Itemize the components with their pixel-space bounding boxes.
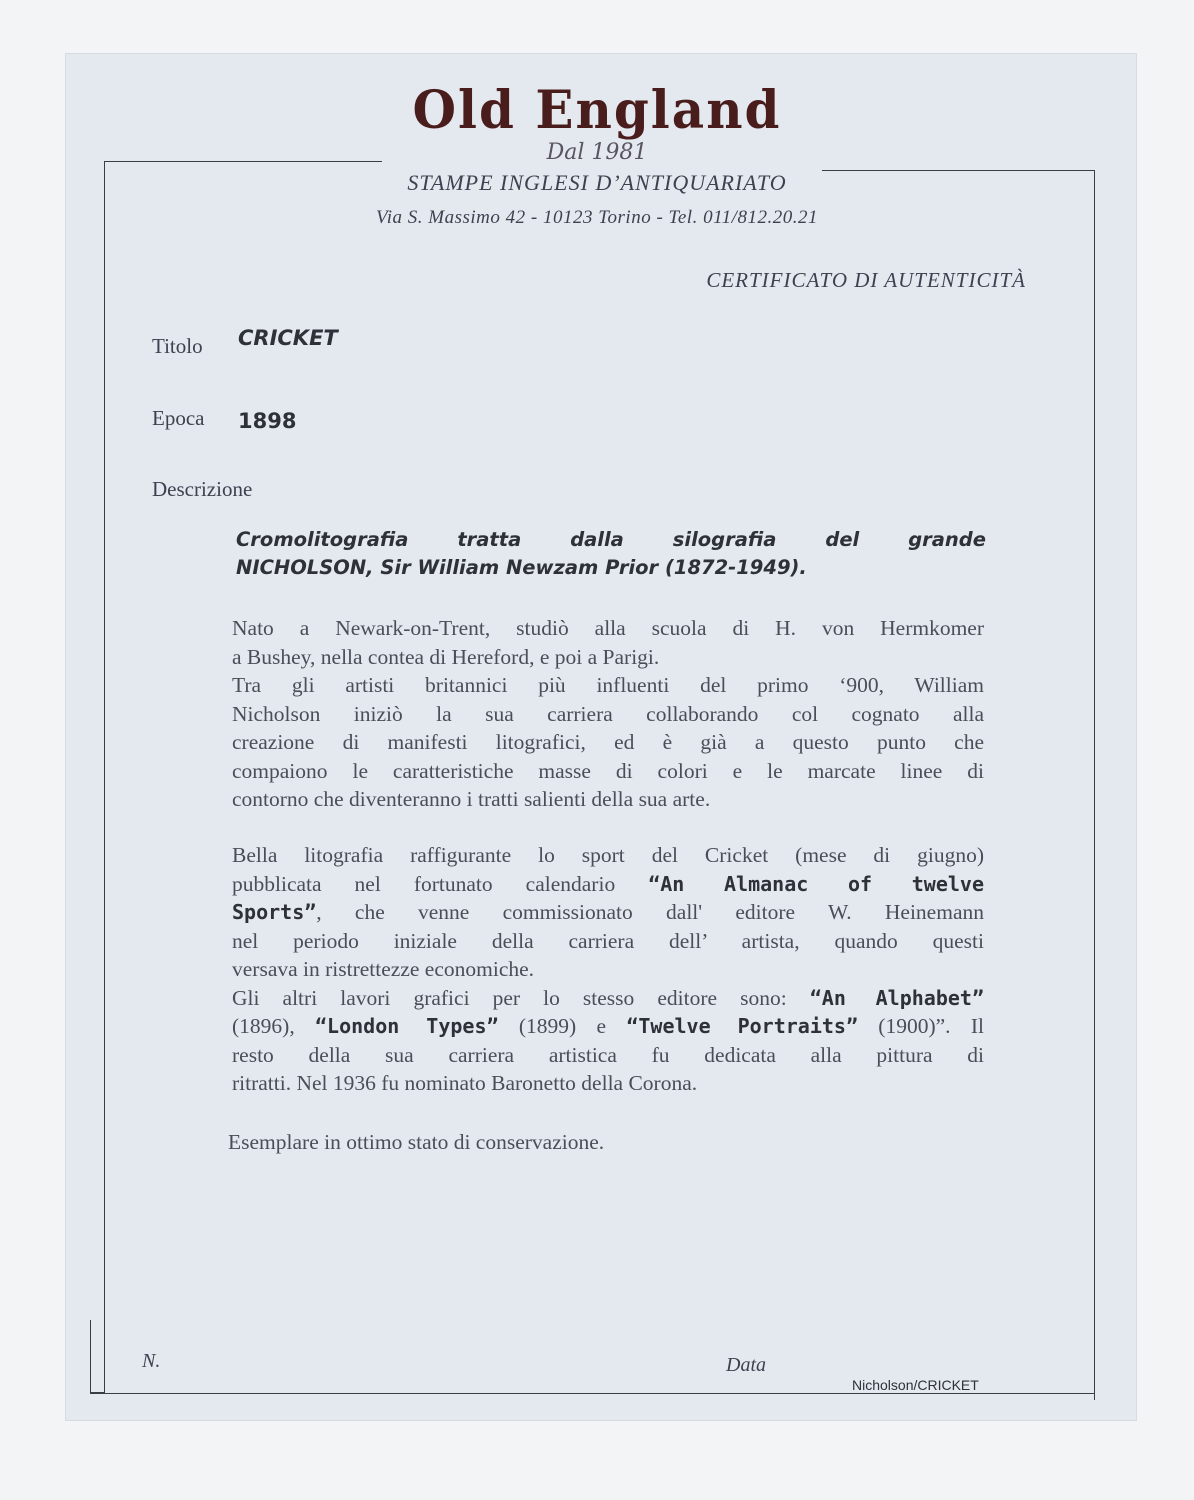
paragraph-line: compaiono le caratteristiche masse di colori e le marcate linee di bbox=[232, 758, 984, 783]
text-run: pubblicata nel fortunato calendario bbox=[232, 871, 649, 896]
paragraph-line: Nicholson iniziò la sua carriera collaborando col cognato alla bbox=[232, 701, 984, 726]
paragraph-line: ritratti. Nel 1936 fu nominato Baronetto della Corona. bbox=[232, 1071, 698, 1095]
paragraph-line: contorno che diventeranno i tratti salienti della sua arte. bbox=[232, 787, 711, 811]
frame-left bbox=[104, 161, 105, 1394]
certificate-title: CERTIFICATO DI AUTENTICITÀ bbox=[706, 268, 1026, 292]
paragraph-line bbox=[232, 870, 984, 899]
text-run: , che venne commissionato dall' editore W. Heinemann bbox=[316, 900, 984, 924]
condition-paragraph bbox=[228, 1128, 980, 1157]
paragraph-line: creazione di manifesti litografici, ed è già a questo punto che bbox=[232, 730, 984, 754]
epoca-value: 1898 bbox=[238, 409, 297, 433]
paragraph-line: Tra gli artisti britannici più influenti del primo ‘900, William bbox=[232, 673, 984, 697]
text-run: (1896), bbox=[232, 1014, 316, 1038]
bold-title: Sports” bbox=[232, 900, 317, 924]
shop-address: Via S. Massimo 42 - 10123 Torino - Tel. 011/812.20.21 bbox=[376, 207, 818, 228]
frame-left-outer bbox=[90, 1320, 91, 1393]
frame-right bbox=[1094, 170, 1095, 1400]
bold-title: “Twelve Portraits” bbox=[626, 1014, 858, 1038]
since-year: Dal 1981 bbox=[546, 140, 648, 165]
paragraph-line: Esemplare in ottimo stato di conservazione. bbox=[228, 1130, 605, 1154]
biography-paragraph bbox=[232, 614, 984, 814]
paragraph-line: Nato a Newark-on-Trent, studiò alla scuola di H. von Hermkomer bbox=[232, 616, 984, 640]
frame-bottom-right bbox=[1084, 1393, 1095, 1401]
artwork-paragraph bbox=[232, 841, 984, 1098]
titolo-label: Titolo bbox=[152, 334, 203, 358]
description-lead bbox=[236, 526, 986, 582]
text-run: Gli altri lavori grafici per lo stesso editore sono: bbox=[232, 985, 810, 1010]
paragraph-line: nel periodo iniziale della carriera dell’ artista, quando questi bbox=[232, 928, 984, 953]
paragraph-line: a Bushey, nella contea di Hereford, e poi a Parigi. bbox=[232, 644, 660, 669]
paragraph-line bbox=[232, 898, 984, 927]
shop-subtitle: STAMPE INGLESI D’ANTIQUARIATO bbox=[407, 170, 787, 195]
paragraph-line: Bella litografia raffigurante lo sport del Cricket (mese di giugno) bbox=[232, 843, 984, 867]
bold-title: “An Alphabet” bbox=[809, 985, 984, 1010]
lead-line: Cromolitografia tratta dalla silografia del grande bbox=[236, 528, 986, 551]
text-run: (1899) e bbox=[498, 1014, 627, 1038]
paragraph-line: resto della sua carriera artistica fu dedicata alla pittura di bbox=[232, 1042, 984, 1067]
frame-bottom bbox=[90, 1393, 1085, 1394]
paragraph-line bbox=[232, 1012, 984, 1041]
text-run: (1900)”. Il bbox=[858, 1014, 984, 1038]
paragraph-line bbox=[232, 984, 984, 1013]
titolo-value: CRICKET bbox=[238, 326, 338, 350]
lead-line: NICHOLSON, Sir William Newzam Prior (1872-1949). bbox=[236, 556, 807, 579]
number-field-label: N. bbox=[142, 1350, 161, 1372]
bold-title: “London Types” bbox=[315, 1014, 499, 1038]
reference-code: Nicholson/CRICKET bbox=[852, 1377, 979, 1393]
bold-title: “An Almanac of twelve bbox=[648, 871, 984, 896]
brand-logo: Old England bbox=[412, 78, 782, 141]
date-field-label: Data bbox=[726, 1354, 766, 1376]
descrizione-label: Descrizione bbox=[152, 477, 253, 501]
epoca-label: Epoca bbox=[152, 406, 205, 430]
paragraph-line: versava in ristrettezze economiche. bbox=[232, 957, 535, 981]
